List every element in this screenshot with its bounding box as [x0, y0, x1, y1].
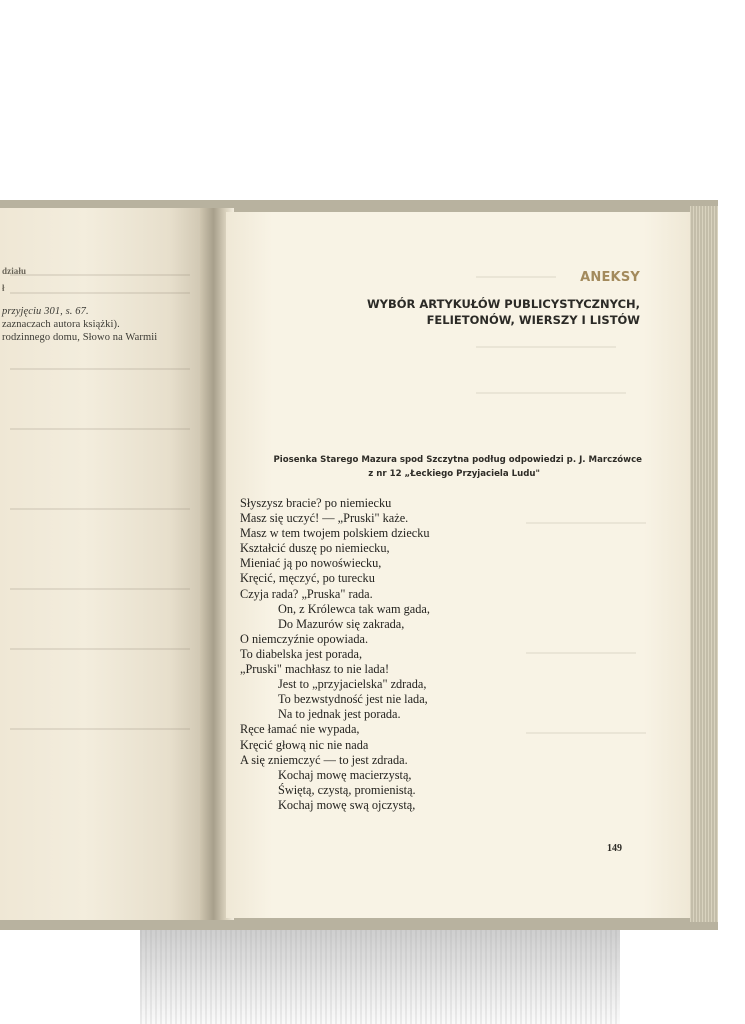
left-page: [0, 208, 212, 920]
poem-line: Kręcić głową nic nie nada: [240, 737, 369, 752]
poem-line: To diabelska jest porada,: [240, 646, 363, 661]
poem-line: Masz się uczyć! — „Pruski" każe.: [240, 511, 409, 526]
poem-line: Świętą, czystą, promienistą.: [278, 782, 416, 797]
bleed-line: [10, 508, 190, 510]
section-title: [300, 296, 640, 328]
bleed-line: [476, 392, 626, 394]
bleed-line: [10, 428, 190, 430]
poem-line: Mieniać ją po nowoświecku,: [240, 556, 382, 571]
left-page-line: zaznaczach autora książki).: [2, 319, 120, 330]
poem-line: To bezwstydność jest nie lada,: [278, 692, 428, 707]
bleed-line: [476, 346, 616, 348]
poem-line: A się zniemczyć — to jest zdrada.: [240, 752, 408, 767]
song-title-line: z nr 12 „Łeckiego Przyjaciela Ludu": [368, 469, 540, 479]
poem-line: Do Mazurów się zakrada,: [278, 616, 405, 631]
section-title-line: WYBÓR ARTYKUŁÓW PUBLICYSTYCZNYCH,: [366, 297, 640, 311]
poem-line: Kochaj mowę swą ojczystą,: [278, 797, 416, 812]
poem-line: „Pruski" machłasz to nie lada!: [240, 662, 390, 677]
song-title: [240, 453, 642, 481]
poem-line: Masz w tem twojem polskiem dziecku: [240, 526, 430, 541]
bleed-line: [526, 652, 636, 654]
right-page: [226, 212, 690, 918]
song-title-line: Piosenka Starego Mazura spod Szczytna podług odpowiedzi p. J. Marczówce: [273, 455, 642, 465]
left-page-line: rodzinnego domu, Słowo na Warmii: [2, 332, 158, 343]
bleed-line: [526, 732, 646, 734]
left-page-line: ł: [2, 283, 5, 293]
section-title-line: FELIETONÓW, WIERSZY I LISTÓW: [426, 313, 640, 327]
section-label: ANEKSY: [580, 270, 640, 285]
book-shadow: [140, 918, 620, 1024]
page-edges: [690, 206, 718, 922]
poem-line: Kształcić duszę po niemiecku,: [240, 541, 390, 556]
bleed-line: [526, 522, 646, 524]
poem-line: Ręce łamać nie wypada,: [240, 722, 360, 737]
bleed-line: [476, 276, 556, 278]
poem-line: Jest to „przyjacielska" zdrada,: [278, 677, 427, 692]
bleed-line: [10, 648, 190, 650]
poem-line: Kręcić, męczyć, po turecku: [240, 571, 375, 586]
poem-line: Słyszysz bracie? po niemiecku: [240, 496, 392, 510]
poem-line: Czyja rada? „Pruska" rada.: [240, 586, 373, 601]
left-page-line: działu: [2, 266, 27, 276]
bleed-line: [10, 274, 190, 276]
page-number: 149: [607, 843, 622, 854]
poem-line: Na to jednak jest porada.: [278, 707, 401, 722]
left-page-line: przyjęciu 301, s. 67.: [2, 306, 89, 317]
poem-line: Kochaj mowę macierzystą,: [278, 767, 412, 782]
poem: [240, 496, 430, 813]
bleed-line: [10, 728, 190, 730]
bleed-line: [10, 588, 190, 590]
bleed-line: [10, 368, 190, 370]
poem-line: On, z Królewca tak wam gada,: [278, 601, 430, 616]
poem-line: O niemczyźnie opowiada.: [240, 631, 369, 646]
bleed-line: [10, 292, 190, 294]
